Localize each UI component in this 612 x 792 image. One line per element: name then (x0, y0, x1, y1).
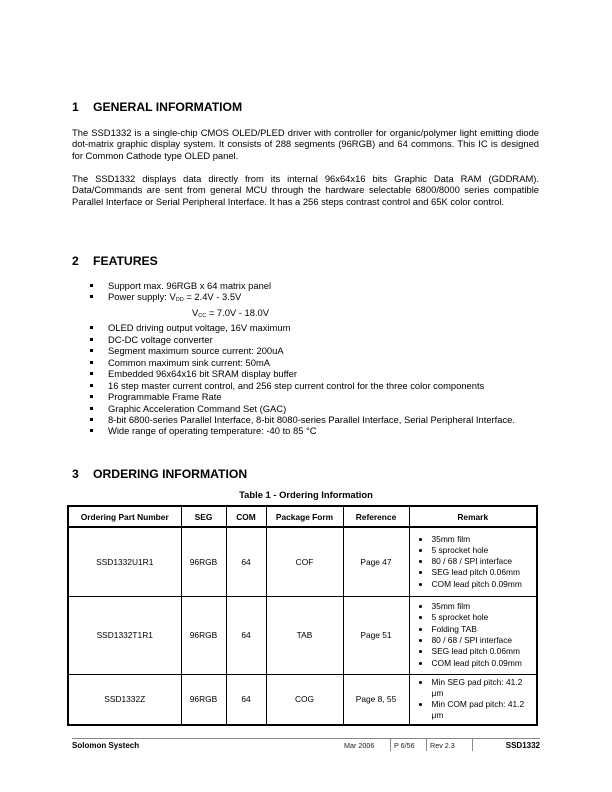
remark-item: Min COM pad pitch: 41.2 μm (418, 699, 537, 722)
remark-item: 35mm film (418, 601, 537, 612)
list-item: Embedded 96x64x16 bit SRAM display buffer (90, 368, 515, 379)
part-number-cell: SSD1332Z (68, 674, 181, 725)
package-cell: COF (266, 527, 343, 596)
package-cell: COG (266, 674, 343, 725)
remark-item: 5 sprocket hole (418, 612, 537, 623)
vdd-spec: VDD = 2.4V - 3.5V (169, 291, 242, 304)
footer-company: Solomon Systech (72, 741, 140, 750)
section-heading-ordering (72, 467, 247, 481)
features-list (90, 280, 515, 437)
ordering-table (67, 505, 538, 726)
column-header: Package Form (266, 506, 343, 527)
part-number-cell: SSD1332U1R1 (68, 527, 181, 596)
section-number: 2 (72, 254, 79, 268)
bullet-icon (90, 407, 93, 410)
bullet-icon (419, 538, 422, 541)
remark-cell (409, 596, 537, 674)
reference-cell: Page 8, 55 (343, 674, 409, 725)
remark-item: SEG lead pitch 0.06mm (418, 567, 537, 578)
seg-cell: 96RGB (181, 674, 226, 725)
list-item: Segment maximum source current: 200uA (90, 345, 515, 356)
part-number-cell: SSD1332T1R1 (68, 596, 181, 674)
table-row (68, 674, 537, 725)
com-cell: 64 (226, 596, 266, 674)
bullet-icon (90, 349, 93, 352)
section-title: GENERAL INFORMATIOM (93, 100, 243, 114)
list-item: DC-DC voltage converter (90, 334, 515, 345)
bullet-icon (419, 703, 422, 706)
bullet-icon (90, 295, 93, 298)
reference-cell: Page 51 (343, 596, 409, 674)
bullet-icon (419, 549, 422, 552)
column-header: Ordering Part Number (68, 506, 181, 527)
list-item: Support max. 96RGB x 64 matrix panel (90, 280, 515, 291)
column-header: Reference (343, 506, 409, 527)
table-header-row (68, 506, 537, 527)
com-cell: 64 (226, 674, 266, 725)
remark-item: 5 sprocket hole (418, 545, 537, 556)
list-item-power-supply: Power supply: VDD = 2.4V - 3.5V VCC = 7.0V - 18.0V (90, 291, 515, 322)
package-cell: TAB (266, 596, 343, 674)
bullet-icon (90, 326, 93, 329)
remark-item: COM lead pitch 0.09mm (418, 579, 537, 590)
bullet-icon (419, 616, 422, 619)
bullet-icon (419, 560, 422, 563)
bullet-icon (90, 384, 93, 387)
bullet-icon (419, 681, 422, 684)
bullet-icon (90, 284, 93, 287)
bullet-icon (419, 650, 422, 653)
remark-item: COM lead pitch 0.09mm (418, 658, 537, 669)
section-number: 1 (72, 100, 79, 114)
remark-item: Min SEG pad pitch: 41.2 μm (418, 677, 537, 700)
com-cell: 64 (226, 527, 266, 596)
list-item: Programmable Frame Rate (90, 391, 515, 402)
bullet-icon (419, 605, 422, 608)
bullet-icon (90, 418, 93, 421)
reference-cell: Page 47 (343, 527, 409, 596)
section-heading-features (72, 254, 158, 268)
bullet-icon (419, 583, 422, 586)
list-item: 16 step master current control, and 256 step current control for the three color components (90, 380, 515, 391)
remark-item: 80 / 68 / SPI interface (418, 556, 537, 567)
footer-part-number: SSD1332 (505, 741, 540, 750)
general-paragraph-1: The SSD1332 is a single-chip CMOS OLED/PLED driver with controller for organic/polymer light emitting diode dot-matrix graphic display system. It consists of 288 segments (96RGB) and 64 commons. This IC is designed for Common Cathode type OLED panel. (72, 127, 539, 161)
remark-item: 35mm film (418, 534, 537, 545)
bullet-icon (90, 338, 93, 341)
footer-date: Mar 2006 (344, 741, 375, 750)
bullet-icon (90, 361, 93, 364)
remark-cell (409, 674, 537, 725)
column-header: SEG (181, 506, 226, 527)
bullet-icon (90, 395, 93, 398)
section-title: FEATURES (93, 254, 158, 268)
footer-revision: Rev 2.3 (430, 741, 455, 750)
table-row (68, 596, 537, 674)
column-header: Remark (409, 506, 537, 527)
bullet-icon (419, 662, 422, 665)
footer-page-number: P 6/56 (394, 741, 415, 750)
bullet-icon (419, 639, 422, 642)
bullet-icon (419, 571, 422, 574)
list-item: 8-bit 6800-series Parallel Interface, 8-bit 8080-series Parallel Interface, Serial Peripheral Interface. (90, 414, 515, 425)
page-footer (72, 739, 540, 753)
vcc-spec: VCC = 7.0V - 18.0V (192, 306, 270, 319)
remark-cell (409, 527, 537, 596)
list-item: Common maximum sink current: 50mA (90, 357, 515, 368)
section-title: ORDERING INFORMATION (93, 467, 248, 481)
general-paragraph-2: The SSD1332 displays data directly from its internal 96x64x16 bits Graphic Data RAM (GDDRAM). Data/Commands are sent from general MCU through the hardware selectable 6800/8000 series compatible Parallel Interface or Serial Peripheral Interface. It has a 256 steps contrast control and 65K color control. (72, 173, 539, 207)
remark-item: SEG lead pitch 0.06mm (418, 646, 537, 657)
footer-separator (390, 739, 391, 751)
remark-item: 80 / 68 / SPI interface (418, 635, 537, 646)
seg-cell: 96RGB (181, 596, 226, 674)
section-heading-general (72, 100, 242, 114)
list-item: Wide range of operating temperature: -40 to 85 °C (90, 425, 515, 436)
bullet-icon (90, 372, 93, 375)
footer-separator (472, 739, 473, 751)
table-row (68, 527, 537, 596)
column-header: COM (226, 506, 266, 527)
remark-item: Folding TAB (418, 624, 537, 635)
footer-separator (426, 739, 427, 751)
list-item: OLED driving output voltage, 16V maximum (90, 322, 515, 333)
bullet-icon (419, 628, 422, 631)
bullet-icon (90, 429, 93, 432)
section-number: 3 (72, 467, 79, 481)
table-caption: Table 1 - Ordering Information (239, 489, 373, 500)
seg-cell: 96RGB (181, 527, 226, 596)
list-item: Graphic Acceleration Command Set (GAC) (90, 403, 515, 414)
